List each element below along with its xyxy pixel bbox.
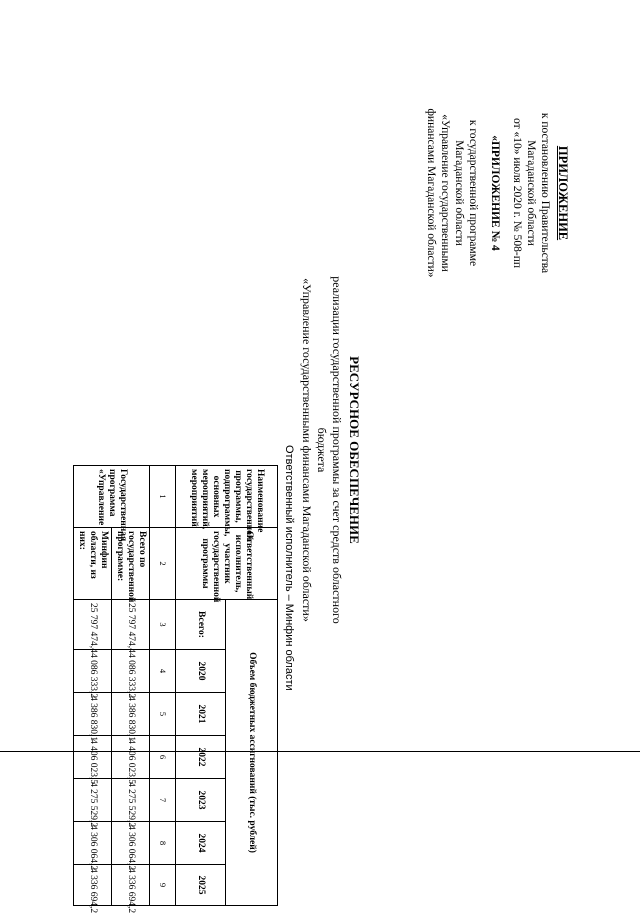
row-value: 4 336 694,2	[112, 865, 150, 906]
column-number-row	[150, 466, 176, 906]
appendix-line: к государственной программе	[467, 119, 479, 267]
page-divider-line	[0, 751, 640, 752]
header-total: Всего:	[176, 600, 226, 650]
row-value: 4 306 064,2	[74, 822, 112, 865]
column-number: 4	[150, 650, 176, 693]
document-heading	[299, 270, 362, 630]
row-executor: Минфин области, из них:	[74, 528, 112, 600]
appendix-line: финансами Магаданской области»	[425, 108, 437, 278]
table-row	[74, 466, 112, 906]
column-number: 7	[150, 779, 176, 822]
row-value: 4 336 694,2	[74, 865, 112, 906]
column-number: 8	[150, 822, 176, 865]
column-number: 2	[150, 528, 176, 600]
row-value: 4 086 333,2	[74, 650, 112, 693]
header-year: 2025	[176, 865, 226, 906]
appendix-line: к постановлению Правительства	[539, 112, 551, 274]
resource-table	[73, 465, 278, 913]
appendix-subtitle: «ПРИЛОЖЕНИЕ № 4	[489, 135, 501, 251]
appendix-line: Магаданской области	[525, 140, 537, 246]
table-row	[112, 466, 150, 906]
row-value: 4 275 529,2	[112, 779, 150, 822]
row-value: 4 386 830,1	[74, 693, 112, 736]
header-year: 2020	[176, 650, 226, 693]
row-value: 4 275 529,2	[74, 779, 112, 822]
appendix-title: ПРИЛОЖЕНИЕ	[556, 145, 570, 241]
column-number: 5	[150, 693, 176, 736]
heading-line: реализации государственной программы за счет средств областного бюджета	[315, 276, 344, 624]
appendix-line: Магаданской области	[453, 140, 465, 246]
program-name: Государственная программа «Управление	[74, 466, 150, 528]
header-year: 2023	[176, 779, 226, 822]
appendix-line: «Управление государственными	[439, 114, 451, 272]
row-value: 4 406 023,5	[112, 736, 150, 779]
appendix-line: от «10» июля 2020 г. № 508-пп	[511, 117, 523, 269]
heading-main: РЕСУРСНОЕ ОБЕСПЕЧЕНИЕ	[347, 356, 362, 544]
column-number: 9	[150, 865, 176, 906]
header-year: 2024	[176, 822, 226, 865]
row-total: 25 797 474,4	[74, 600, 112, 650]
header-name: Наименование государственной программы, подпрограммы, основных мероприятий, мероприятий	[176, 466, 278, 528]
responsible-executor: Ответственный исполнитель – Минфин области	[283, 445, 295, 691]
header-year: 2022	[176, 736, 226, 779]
row-executor: Всего по государственной программе:	[112, 528, 150, 600]
appendix-block	[424, 88, 570, 298]
row-value: 4 406 023,5	[74, 736, 112, 779]
heading-line: «Управление государственными финансами Магаданской области»	[300, 278, 314, 622]
column-number: 1	[150, 466, 176, 528]
header-year: 2021	[176, 693, 226, 736]
header-volume: Объем бюджетных ассигнований (тыс. рублей)	[226, 600, 278, 906]
column-number: 6	[150, 736, 176, 779]
row-value: 4 306 064,2	[112, 822, 150, 865]
column-number: 3	[150, 600, 176, 650]
row-value: 4 386 830,1	[112, 693, 150, 736]
row-total: 25 797 474,4	[112, 600, 150, 650]
row-value: 4 086 333,2	[112, 650, 150, 693]
header-executor: Ответственный исполнитель, участник государственной программы	[176, 528, 278, 600]
